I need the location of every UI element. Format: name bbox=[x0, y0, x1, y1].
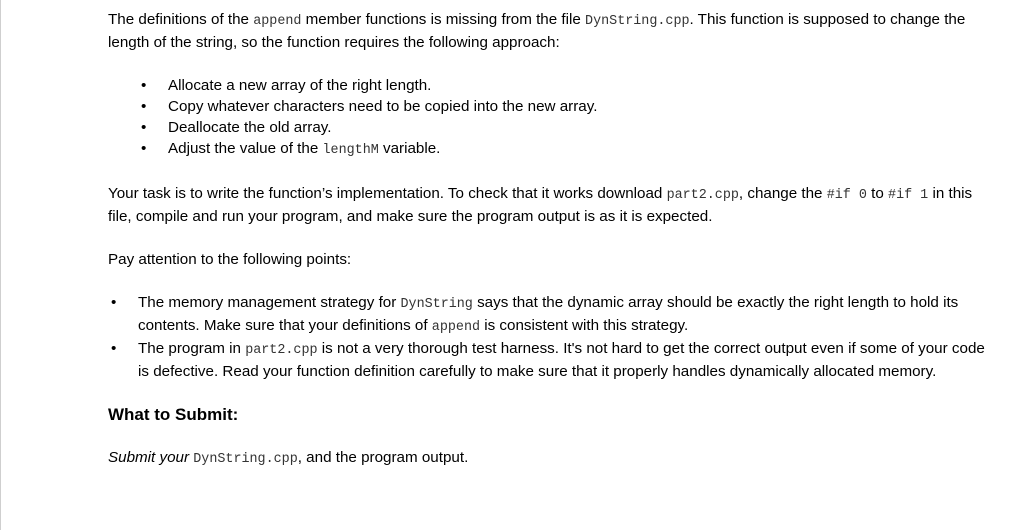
bullet-icon: • bbox=[141, 119, 147, 136]
bullet-icon: • bbox=[141, 98, 147, 115]
code-dynstring-file: DynString.cpp bbox=[585, 14, 690, 29]
intro-paragraph: The definitions of the append member functions is missing from the file DynString.cpp. This function is supposed to change the length of the string, so the function requires the following approach: bbox=[108, 11, 966, 51]
list-item: • Copy whatever characters need to be copied into the new array. bbox=[141, 98, 598, 115]
code-part2-file: part2.cpp bbox=[666, 188, 739, 203]
submit-heading: What to Submit: bbox=[108, 405, 239, 424]
list-item: • The memory management strategy for DynString says that the dynamic array should be exactly the right length to hold its contents. Make sure that your definitions of append is consistent with this strategy. bbox=[111, 294, 959, 335]
code-dynstring-file: DynString.cpp bbox=[193, 452, 298, 467]
attention-paragraph: Pay attention to the following points: bbox=[108, 251, 352, 268]
code-if-1: #if 1 bbox=[888, 188, 929, 203]
assignment-document bbox=[108, 9, 988, 470]
list-item: • Adjust the value of the lengthM variable. bbox=[141, 140, 441, 158]
code-lengthm: lengthM bbox=[322, 143, 379, 158]
code-part2-file: part2.cpp bbox=[245, 343, 318, 358]
code-append: append bbox=[431, 320, 481, 335]
list-item: • Deallocate the old array. bbox=[141, 119, 332, 136]
list-item: • The program in part2.cpp is not a very thorough test harness. It's not hard to get the correct output even if some of your code is defective. Read your function definition carefully to make sure that it properly handles dynamically allocated memory. bbox=[111, 340, 985, 380]
task-paragraph: Your task is to write the function’s implementation. To check that it works download part2.cpp, change the #if 0 to #if 1 in this file, compile and run your program, and make sure the program output is as it is expected. bbox=[108, 185, 973, 225]
left-border bbox=[0, 0, 1, 530]
list-item: • Allocate a new array of the right length. bbox=[141, 77, 432, 94]
bullet-icon: • bbox=[141, 140, 147, 157]
bullet-icon: • bbox=[141, 77, 147, 94]
approach-list bbox=[108, 75, 988, 161]
bullet-icon: • bbox=[111, 340, 117, 357]
points-list bbox=[108, 292, 988, 382]
submit-paragraph: Submit your DynString.cpp, and the program output. bbox=[108, 449, 469, 467]
code-dynstring: DynString bbox=[400, 297, 473, 312]
code-append: append bbox=[253, 14, 302, 29]
code-if-0: #if 0 bbox=[826, 188, 867, 203]
bullet-icon: • bbox=[111, 294, 117, 311]
